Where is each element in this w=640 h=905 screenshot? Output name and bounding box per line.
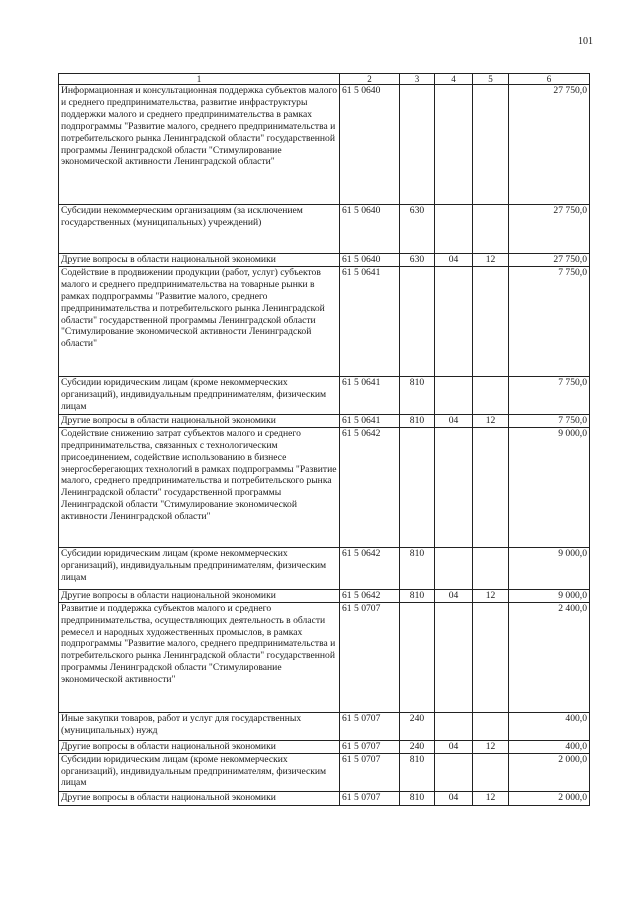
row-subsection [473,85,509,205]
table-header-row [59,74,590,85]
row-amount: 400,0 [509,740,590,753]
row-section: 04 [435,414,473,427]
row-subsection: 12 [473,740,509,753]
row-target-code: 61 5 0642 [340,547,400,589]
row-amount: 27 750,0 [509,205,590,254]
header-cell: 6 [509,74,590,85]
row-expense-type [400,602,435,712]
row-target-code: 61 5 0707 [340,602,400,712]
row-amount: 9 000,0 [509,547,590,589]
row-section: 04 [435,791,473,805]
row-description: Содействие снижению затрат субъектов малого и среднего предпринимательства, связанных с технологическим присоединением, содействие использованию в бизнесе энергосберегающих технологий в рамках подпрограммы "Развитие малого, среднего предпринимательства и потребительского рынка Ленинградской области" государственной программы Ленинградской области "Стимулирование экономической активности Ленинградской области" [59,427,340,547]
row-amount: 9 000,0 [509,589,590,602]
row-target-code: 61 5 0642 [340,589,400,602]
row-target-code: 61 5 0642 [340,427,400,547]
table-row [59,602,590,712]
row-section [435,205,473,254]
row-description: Субсидии юридическим лицам (кроме некоммерческих организаций), индивидуальным предпринимателям, физическим лицам [59,547,340,589]
row-section: 04 [435,254,473,267]
row-subsection [473,602,509,712]
row-target-code: 61 5 0640 [340,85,400,205]
row-amount: 2 000,0 [509,791,590,805]
row-section [435,602,473,712]
row-description: Информационная и консультационная поддержка субъектов малого и среднего предпринимательства, развитие инфраструктуры поддержки малого и среднего предпринимательства в рамках подпрограммы "Развитие малого, среднего предпринимательства и потребительского рынка Ленинградской области" государственной программы Ленинградской области "Стимулирование экономической активности Ленинградской области" [59,85,340,205]
table-row [59,740,590,753]
row-target-code: 61 5 0641 [340,414,400,427]
header-cell: 5 [473,74,509,85]
row-subsection [473,427,509,547]
row-subsection [473,753,509,791]
row-subsection [473,266,509,376]
row-amount: 2 400,0 [509,602,590,712]
row-expense-type: 810 [400,414,435,427]
row-section [435,547,473,589]
row-description: Другие вопросы в области национальной экономики [59,254,340,267]
table-row [59,791,590,805]
row-section [435,427,473,547]
row-description: Другие вопросы в области национальной экономики [59,414,340,427]
page-number: 101 [578,36,593,47]
row-section [435,753,473,791]
row-target-code: 61 5 0707 [340,712,400,740]
row-amount: 9 000,0 [509,427,590,547]
table-row [59,427,590,547]
row-section [435,85,473,205]
row-amount: 7 750,0 [509,414,590,427]
header-cell: 3 [400,74,435,85]
row-subsection [473,376,509,414]
row-description: Иные закупки товаров, работ и услуг для государственных (муниципальных) нужд [59,712,340,740]
row-amount: 27 750,0 [509,85,590,205]
row-subsection: 12 [473,414,509,427]
row-expense-type: 810 [400,589,435,602]
header-cell: 4 [435,74,473,85]
row-subsection: 12 [473,589,509,602]
row-target-code: 61 5 0707 [340,791,400,805]
row-description: Субсидии юридическим лицам (кроме некоммерческих организаций), индивидуальным предпринимателям, физическим лицам [59,753,340,791]
row-subsection [473,712,509,740]
row-expense-type: 810 [400,376,435,414]
table-row [59,254,590,267]
row-expense-type [400,85,435,205]
row-section [435,266,473,376]
row-amount: 400,0 [509,712,590,740]
row-expense-type: 810 [400,791,435,805]
table-row [59,712,590,740]
row-description: Содействие в продвижении продукции (работ, услуг) субъектов малого и среднего предпринимательства на товарные рынки в рамках подпрограммы "Развитие малого, среднего предпринимательства и потребительского рынка Ленинградской области" государственной программы Ленинградской области "Стимулирование экономической активности Ленинградской области" [59,266,340,376]
row-expense-type: 630 [400,205,435,254]
row-subsection [473,547,509,589]
row-expense-type [400,427,435,547]
table-row [59,205,590,254]
row-subsection: 12 [473,254,509,267]
row-expense-type [400,266,435,376]
row-description: Другие вопросы в области национальной экономики [59,589,340,602]
row-expense-type: 810 [400,753,435,791]
table-row [59,589,590,602]
row-expense-type: 810 [400,547,435,589]
row-section: 04 [435,589,473,602]
budget-table [58,73,590,806]
row-target-code: 61 5 0641 [340,376,400,414]
table-row [59,753,590,791]
row-description: Другие вопросы в области национальной экономики [59,740,340,753]
row-section [435,712,473,740]
row-expense-type: 630 [400,254,435,267]
header-cell: 2 [340,74,400,85]
table-row [59,414,590,427]
row-target-code: 61 5 0707 [340,753,400,791]
table-row [59,85,590,205]
row-subsection: 12 [473,791,509,805]
row-description: Развитие и поддержка субъектов малого и среднего предпринимательства, осуществляющих деятельность в области ремесел и народных художественных промыслов, в рамках подпрограммы "Развитие малого, среднего предпринимательства и потребительского рынка Ленинградской области" государственной программы Ленинградской области "Стимулирование экономической активности" [59,602,340,712]
row-target-code: 61 5 0641 [340,266,400,376]
table-row [59,376,590,414]
row-section: 04 [435,740,473,753]
header-cell: 1 [59,74,340,85]
row-target-code: 61 5 0707 [340,740,400,753]
row-section [435,376,473,414]
row-expense-type: 240 [400,740,435,753]
row-target-code: 61 5 0640 [340,205,400,254]
row-amount: 27 750,0 [509,254,590,267]
row-amount: 2 000,0 [509,753,590,791]
table-row [59,547,590,589]
row-expense-type: 240 [400,712,435,740]
row-amount: 7 750,0 [509,266,590,376]
row-description: Другие вопросы в области национальной экономики [59,791,340,805]
row-target-code: 61 5 0640 [340,254,400,267]
row-subsection [473,205,509,254]
row-description: Субсидии юридическим лицам (кроме некоммерческих организаций), индивидуальным предпринимателям, физическим лицам [59,376,340,414]
table-row [59,266,590,376]
row-description: Субсидии некоммерческим организациям (за исключением государственных (муниципальных) учреждений) [59,205,340,254]
row-amount: 7 750,0 [509,376,590,414]
